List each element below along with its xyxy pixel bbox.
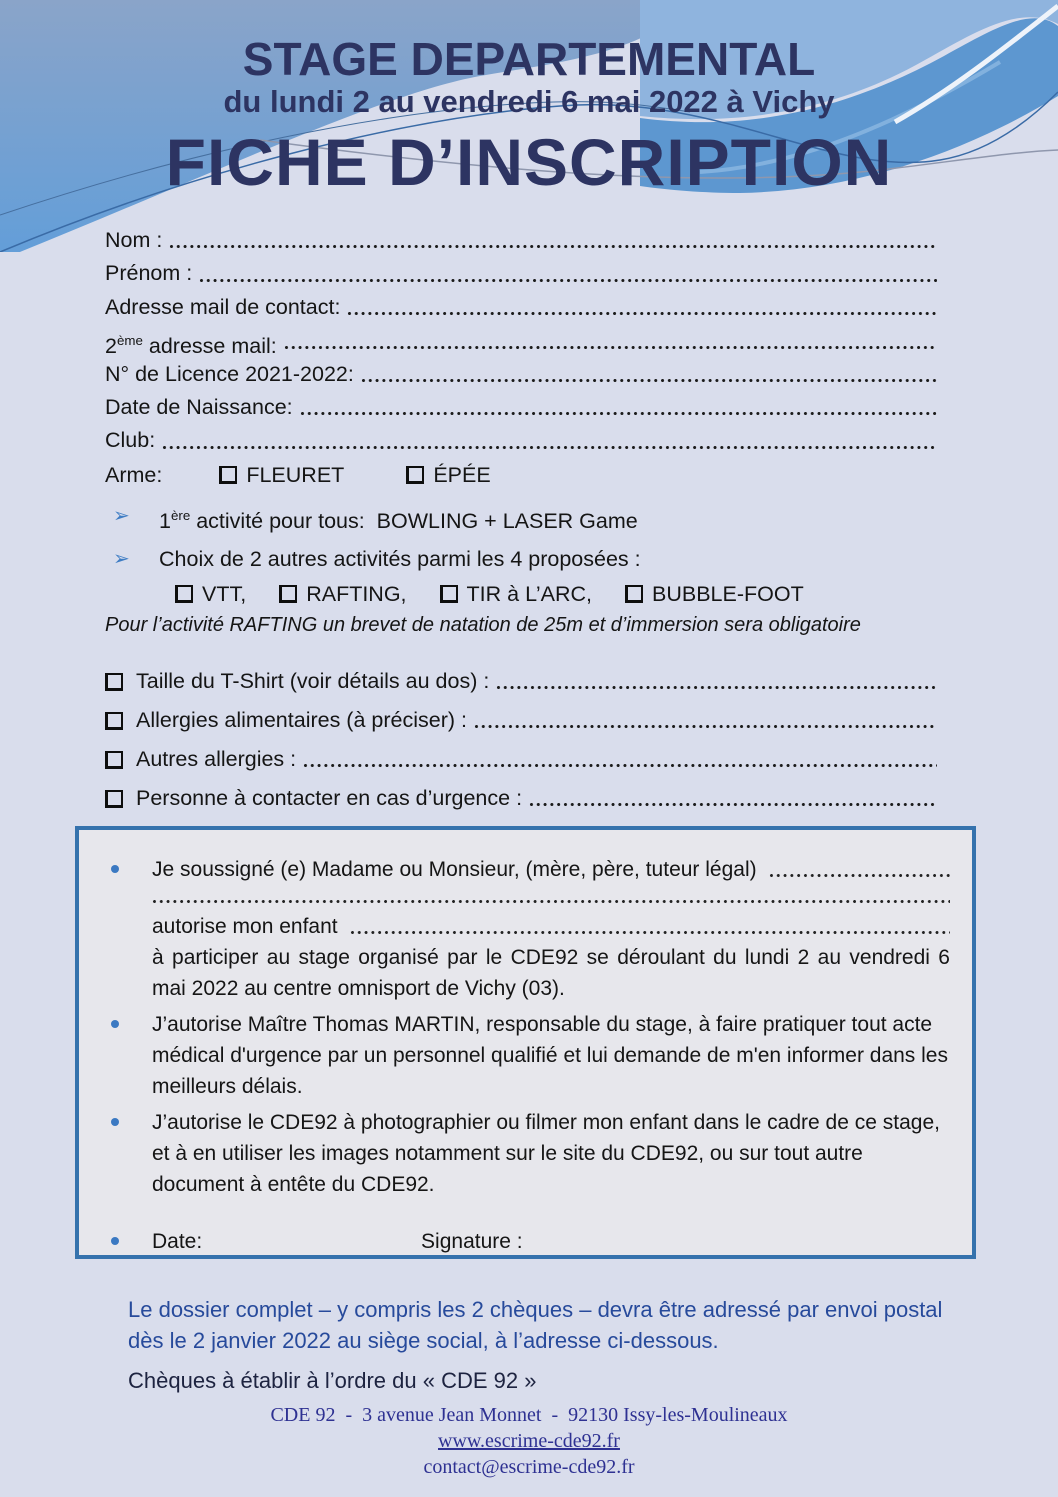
footer bbox=[0, 1402, 1058, 1480]
field-label-club: Club: bbox=[105, 428, 156, 453]
rafting-label: RAFTING, bbox=[306, 581, 407, 606]
field-label-naissance: Date de Naissance: bbox=[105, 394, 293, 419]
activity-1-sup: ère bbox=[170, 507, 191, 523]
field-label-licence: N° de Licence 2021-2022: bbox=[105, 361, 354, 386]
field-row-licence bbox=[105, 358, 937, 391]
child-name-line bbox=[152, 911, 950, 942]
arrow-bullet-icon bbox=[105, 497, 159, 535]
other-allergies-label: Autres allergies : bbox=[136, 746, 297, 771]
field-label-prenom: Prénom : bbox=[105, 261, 193, 286]
signature-label: Signature : bbox=[421, 1230, 523, 1253]
guardian-intro-text: Je soussigné (e) Madame ou Monsieur, (mère, père, tuteur légal) bbox=[152, 858, 763, 881]
mail2-label-rest: adresse mail: bbox=[142, 334, 277, 359]
field-row-mail bbox=[105, 291, 937, 324]
vtt-label: VTT, bbox=[202, 581, 247, 606]
field-row-club bbox=[105, 424, 937, 457]
activity-option-rafting[interactable] bbox=[279, 579, 406, 609]
weapon-option-fleuret[interactable] bbox=[219, 458, 344, 492]
fill-blank-naissance[interactable] bbox=[300, 411, 937, 416]
epee-checkbox[interactable] bbox=[406, 466, 424, 484]
vtt-checkbox[interactable] bbox=[175, 585, 193, 603]
field-label-arme: Arme: bbox=[105, 462, 163, 487]
photo-authorization-text: J’autorise le CDE92 à photographier ou filmer mon enfant dans le cadre de ce stage, et à en utiliser les images notamment sur le site du CDE92, ou sur tout autre document à entête du CDE92. bbox=[152, 1111, 940, 1196]
fleuret-label: FLEURET bbox=[246, 462, 345, 487]
authorization-statement-1 bbox=[99, 854, 950, 1004]
food-allergies-checkbox[interactable] bbox=[105, 712, 123, 730]
field-row-nom bbox=[105, 224, 937, 257]
submission-instructions bbox=[128, 1294, 943, 1396]
epee-label: ÉPÉE bbox=[433, 462, 491, 487]
emergency-contact-line bbox=[136, 779, 937, 818]
emergency-contact-checkbox[interactable] bbox=[105, 790, 123, 808]
tshirt-size-label: Taille du T-Shirt (voir détails au dos) : bbox=[136, 668, 490, 693]
emergency-contact-label: Personne à contacter en cas d’urgence : bbox=[136, 785, 523, 810]
event-dates-subtitle: du lundi 2 au vendredi 6 mai 2022 à Vichy bbox=[223, 84, 835, 119]
tshirt-size-line bbox=[136, 662, 937, 701]
activity-option-tir-arc[interactable] bbox=[440, 579, 592, 609]
fill-blank-child-name[interactable] bbox=[350, 930, 950, 935]
medical-authorization-text: J’autorise Maître Thomas MARTIN, responsable du stage, à faire pratiquer tout acte médical d'urgence par un personnel qualifié et lui demande de m'en informer dans les meilleurs délais. bbox=[152, 1013, 948, 1098]
fill-blank-mail2[interactable] bbox=[284, 345, 937, 350]
cheque-instruction-text: Chèques à établir à l’ordre du « CDE 92 » bbox=[128, 1368, 537, 1393]
authorization-1-text bbox=[132, 854, 950, 1004]
other-allergies-checkbox[interactable] bbox=[105, 751, 123, 769]
activity-1-text bbox=[159, 497, 638, 535]
fill-blank-guardian-name-2[interactable] bbox=[152, 899, 950, 904]
tir-arc-checkbox[interactable] bbox=[440, 585, 458, 603]
fill-blank-prenom[interactable] bbox=[199, 278, 937, 283]
parental-authorization-box bbox=[75, 826, 976, 1259]
emergency-contact-row bbox=[105, 779, 937, 818]
activity-options-row bbox=[175, 579, 937, 609]
footer-website-link[interactable]: www.escrime-cde92.fr bbox=[438, 1430, 620, 1452]
date-label: Date: bbox=[152, 1230, 203, 1253]
activity-option-vtt[interactable] bbox=[175, 579, 246, 609]
field-row-mail2 bbox=[105, 324, 937, 357]
bullet-icon bbox=[111, 1118, 119, 1126]
activity-option-bubble-foot[interactable] bbox=[625, 579, 804, 609]
authorize-child-text: autorise mon enfant bbox=[152, 915, 344, 938]
activity-1-row bbox=[105, 497, 937, 535]
activity-1-rest: activité pour tous: BOWLING + LASER Game bbox=[190, 508, 638, 533]
fleuret-checkbox[interactable] bbox=[219, 466, 237, 484]
weapon-option-epee[interactable] bbox=[406, 458, 490, 492]
mail2-label-sup: ème bbox=[116, 333, 143, 349]
identity-fields-section bbox=[105, 224, 937, 856]
fill-blank-club[interactable] bbox=[162, 445, 937, 450]
form-title: FICHE D’INSCRIPTION bbox=[165, 125, 893, 199]
field-label-nom: Nom : bbox=[105, 228, 163, 252]
weapon-choice-row bbox=[105, 458, 937, 492]
bubble-foot-label: BUBBLE-FOOT bbox=[652, 581, 804, 606]
field-row-prenom bbox=[105, 257, 937, 290]
field-label-mail2 bbox=[105, 324, 277, 357]
participation-clause: à participer au stage organisé par le CDE92 se déroulant du lundi 2 au vendredi 6 mai 2022 au centre omnisport de Vichy (03). bbox=[152, 946, 950, 1000]
fill-blank-other-allergies[interactable] bbox=[303, 763, 937, 768]
arrow-bullet-icon bbox=[105, 540, 159, 578]
mail2-label-num: 2 bbox=[105, 334, 117, 359]
footer-email: contact@escrime-cde92.fr bbox=[423, 1456, 635, 1478]
activity-1-num: 1 bbox=[159, 508, 171, 533]
fill-blank-tshirt[interactable] bbox=[496, 685, 937, 690]
fill-blank-licence[interactable] bbox=[361, 378, 937, 383]
fill-blank-nom[interactable] bbox=[169, 244, 937, 249]
tshirt-size-checkbox[interactable] bbox=[105, 673, 123, 691]
mailing-instruction-text: Le dossier complet – y compris les 2 chèques – devra être adressé par envoi postal dès le 2 janvier 2022 au siège social, à l’adresse ci-dessous. bbox=[128, 1297, 943, 1353]
tir-arc-label: TIR à L’ARC, bbox=[466, 581, 592, 606]
authorization-statement-3 bbox=[99, 1107, 950, 1200]
other-allergies-line bbox=[136, 740, 937, 779]
activity-choice-text: Choix de 2 autres activités parmi les 4 proposées : bbox=[159, 546, 641, 571]
fill-blank-food-allergies[interactable] bbox=[474, 724, 937, 729]
food-allergies-line bbox=[136, 701, 937, 740]
date-signature-line bbox=[132, 1226, 950, 1257]
bullet-icon bbox=[111, 1020, 119, 1028]
bullet-icon bbox=[111, 1237, 119, 1245]
rafting-requirement-note: Pour l’activité RAFTING un brevet de natation de 25m et d’immersion sera obligatoire bbox=[105, 613, 861, 636]
food-allergies-row bbox=[105, 701, 937, 740]
food-allergies-label: Allergies alimentaires (à préciser) : bbox=[136, 707, 467, 732]
field-label-mail: Adresse mail de contact: bbox=[105, 294, 341, 319]
footer-address: CDE 92 - 3 avenue Jean Monnet - 92130 Issy-les-Moulineaux bbox=[270, 1404, 788, 1426]
activity-choice-row bbox=[105, 540, 937, 578]
page-title: STAGE DEPARTEMENTAL bbox=[242, 33, 816, 85]
field-row-naissance bbox=[105, 391, 937, 424]
fill-blank-guardian-name[interactable] bbox=[769, 873, 950, 878]
bullet-icon bbox=[111, 865, 119, 873]
fill-blank-mail[interactable] bbox=[347, 311, 937, 316]
fill-blank-emergency-contact[interactable] bbox=[529, 802, 937, 807]
rafting-checkbox[interactable] bbox=[279, 585, 297, 603]
other-allergies-row bbox=[105, 740, 937, 779]
date-signature-row bbox=[99, 1226, 950, 1257]
guardian-name-line bbox=[152, 854, 950, 885]
bubble-foot-checkbox[interactable] bbox=[625, 585, 643, 603]
authorization-statement-2 bbox=[99, 1009, 950, 1102]
tshirt-size-row bbox=[105, 662, 937, 701]
header bbox=[0, 0, 1058, 198]
